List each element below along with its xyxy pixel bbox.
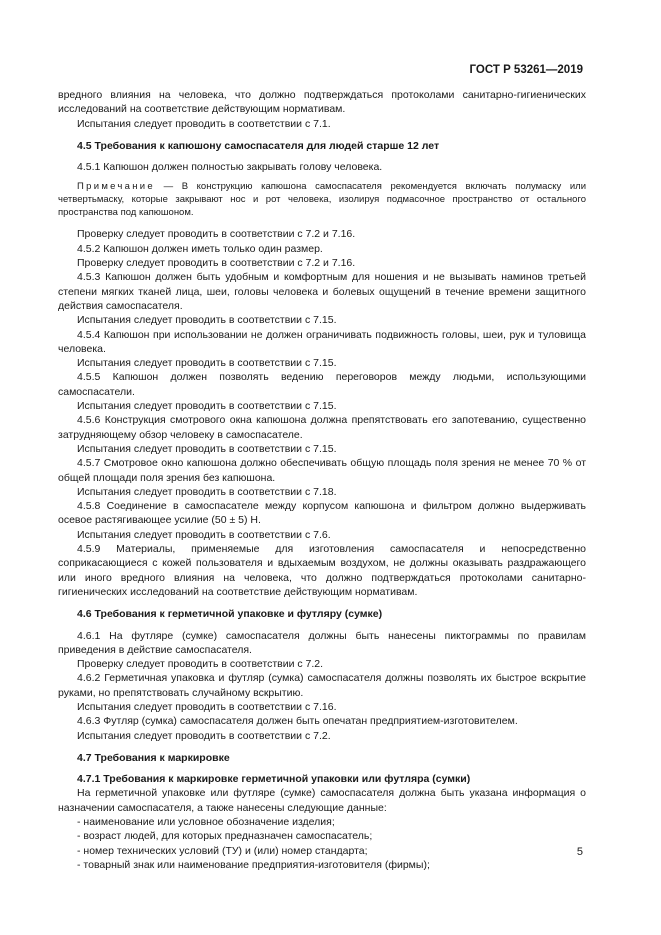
clause-4-5-7: 4.5.7 Смотровое окно капюшона должно обеспечивать общую площадь поля зрения не менее 70 % от общей площади поля зрения без капюшона.: [58, 457, 586, 484]
paragraph: Испытания следует проводить в соответствии с 7.18.: [77, 485, 337, 498]
paragraph: Испытания следует проводить в соответствии с 7.15.: [77, 314, 337, 327]
paragraph: вредного влияния на человека, что должно подтверждаться протоколами санитарно-гигиенических исследований на соответствие действующим нормативам.: [58, 89, 586, 116]
note: [58, 180, 586, 219]
paragraph: Испытания следует проводить в соответствии с 7.1.: [77, 117, 331, 130]
section-heading-4-5: 4.5 Требования к капюшону самоспасателя для людей старше 12 лет: [77, 139, 440, 152]
list-item: - наименование или условное обозначение изделия;: [77, 816, 335, 829]
subsection-heading-4-7-1: 4.7.1 Требования к маркировке герметичной упаковки или футляра (сумки): [77, 773, 471, 786]
clause-4-5-9: 4.5.9 Материалы, применяемые для изготовления самоспасателя и непосредственно соприкасающиеся с кожей пользователя и вдыхаемым воздухом, не должны оказывать раздражающего или иного вредного влияния на человека, что должно подтверждаться протоколами санитарно-гигиенических исследований на соответствие действующим нормативам.: [58, 543, 586, 598]
section-heading-4-6: 4.6 Требования к герметичной упаковке и футляру (сумке): [77, 608, 383, 621]
clause-4-5-4: 4.5.4 Капюшон при использовании не должен ограничивать подвижность головы, шеи, рук и туловища человека.: [58, 328, 586, 355]
clause-4-5-3: 4.5.3 Капюшон должен быть удобным и комфортным для ношения и не вызывать наминов третьей степени мягких тканей лица, шеи, головы человека и болевых ощущений в течение времени защитного действия самоспасателя.: [58, 271, 586, 312]
clause-4-5-2: 4.5.2 Капюшон должен иметь только один размер.: [77, 242, 323, 255]
note-text: — В конструкцию капюшона самоспасателя рекомендуется включать полумаску или четвертьмаску, которые закрывают нос и рот человека, изолируя подмасочное пространство от остального пространства под капюшоном.: [58, 181, 586, 219]
paragraph: Испытания следует проводить в соответствии с 7.2.: [77, 729, 331, 742]
paragraph: Испытания следует проводить в соответствии с 7.15.: [77, 400, 337, 413]
clause-4-6-1: 4.6.1 На футляре (сумке) самоспасателя должны быть нанесены пиктограммы по правилам приведения в действие самоспасателя.: [58, 629, 586, 656]
page-body: [58, 88, 586, 872]
page-number: 5: [576, 846, 583, 858]
clause-4-5-6: 4.5.6 Конструкция смотрового окна капюшона должна препятствовать его запотеванию, существенно затрудняющему обзор человеку в самоспасателе.: [58, 414, 586, 441]
paragraph: Испытания следует проводить в соответствии с 7.16.: [77, 700, 337, 713]
clause-4-6-2: 4.6.2 Герметичная упаковка и футляр (сумка) самоспасателя должны позволять их быстрое вскрытие руками, но препятствовать случайному вскрытию.: [58, 672, 586, 699]
list-item: - товарный знак или наименование предприятия-изготовителя (фирмы);: [77, 858, 430, 871]
clause-4-6-3: 4.6.3 Футляр (сумка) самоспасателя должен быть опечатан предприятием-изготовителем.: [77, 715, 518, 728]
paragraph: На герметичной упаковке или футляре (сумке) самоспасателя должна быть указана информация о назначении самоспасателя, а также нанесены следующие данные:: [58, 787, 586, 814]
clause-4-5-5: 4.5.5 Капюшон должен позволять ведению переговоров между людьми, использующими самоспасатели.: [58, 371, 586, 398]
list-item: - возраст людей, для которых предназначен самоспасатель;: [77, 830, 373, 843]
clause-4-5-8: 4.5.8 Соединение в самоспасателе между корпусом капюшона и фильтром должно выдерживать осевое растягивающее усилие (50 ± 5) Н.: [58, 500, 586, 527]
paragraph: Испытания следует проводить в соответствии с 7.6.: [77, 528, 331, 541]
clause-4-5-1: 4.5.1 Капюшон должен полностью закрывать голову человека.: [77, 161, 383, 174]
paragraph: Испытания следует проводить в соответствии с 7.15.: [77, 442, 337, 455]
paragraph: Проверку следует проводить в соответствии с 7.2.: [77, 658, 324, 671]
list-item: - номер технических условий (ТУ) и (или) номер стандарта;: [77, 844, 368, 857]
paragraph: Испытания следует проводить в соответствии с 7.15.: [77, 357, 337, 370]
paragraph: Проверку следует проводить в соответствии с 7.2 и 7.16.: [77, 228, 356, 241]
note-label: Примечание: [77, 181, 155, 193]
section-heading-4-7: 4.7 Требования к маркировке: [77, 751, 230, 764]
paragraph: Проверку следует проводить в соответствии с 7.2 и 7.16.: [77, 257, 356, 270]
standard-number: ГОСТ Р 53261—2019: [469, 64, 583, 76]
